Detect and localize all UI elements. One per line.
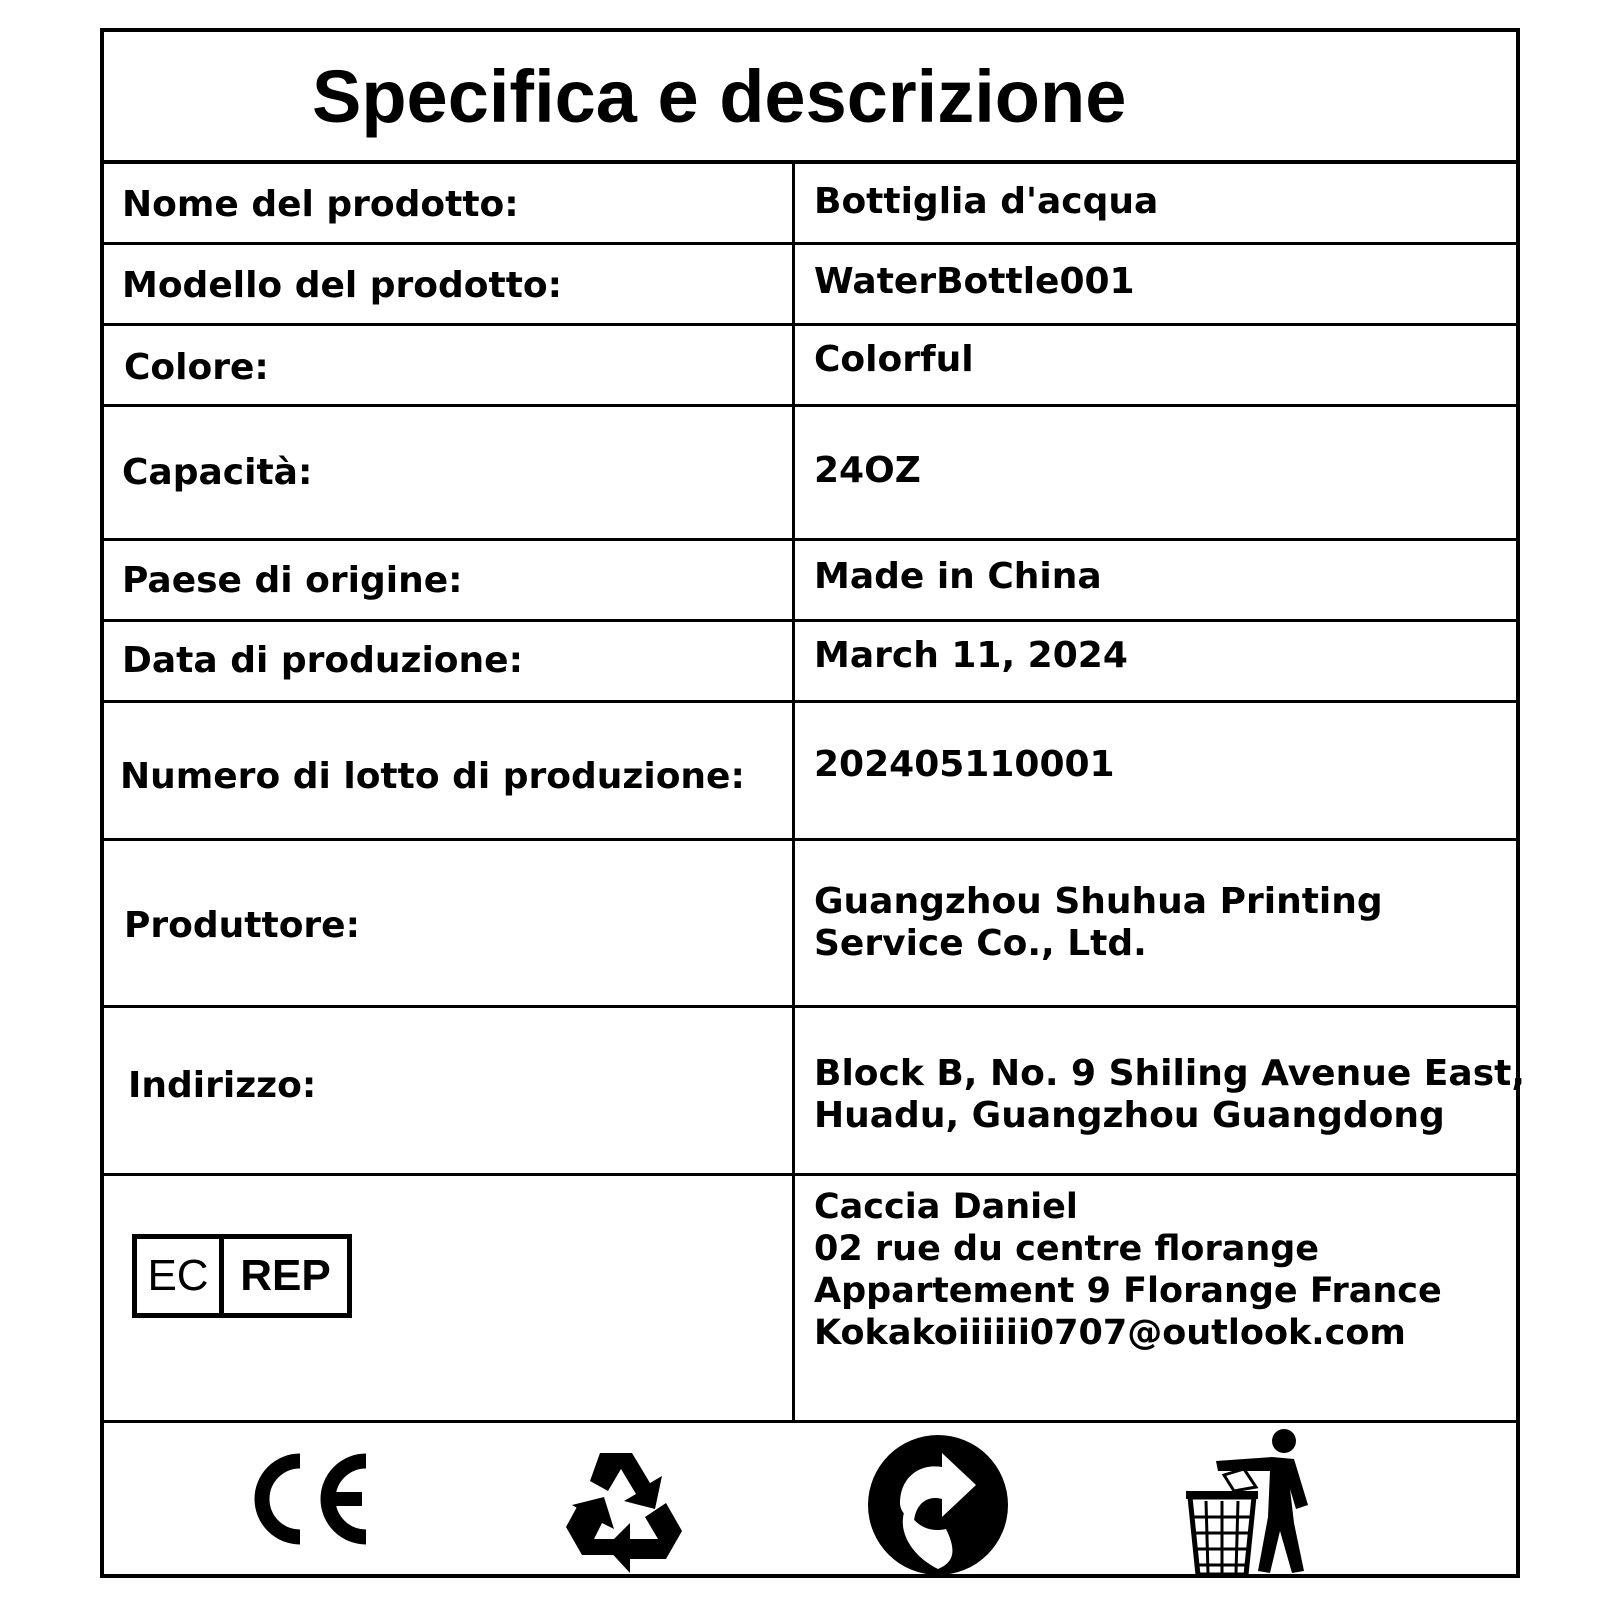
row-label: Nome del prodotto: <box>122 184 519 225</box>
table-row <box>104 407 1516 541</box>
table-row <box>104 841 1516 1008</box>
table-row <box>104 622 1516 703</box>
table-row <box>104 326 1516 407</box>
table-row <box>104 703 1516 841</box>
table-row <box>104 245 1516 326</box>
row-label: Produttore: <box>124 905 360 946</box>
value-line: Guangzhou Shuhua Printing <box>814 881 1383 922</box>
row-label: Indirizzo: <box>128 1065 317 1106</box>
page-title: Specifica e descrizione <box>312 55 1127 138</box>
ec-rep-details <box>814 1186 1442 1354</box>
ec-rep-address-line-2: Appartement 9 Florange France <box>814 1271 1442 1311</box>
row-value: Bottiglia d'acqua <box>814 181 1159 222</box>
row-value: 24OZ <box>814 450 921 491</box>
row-label: Modello del prodotto: <box>122 265 563 306</box>
row-label: Data di produzione: <box>122 640 523 681</box>
row-label: Paese di origine: <box>122 560 463 601</box>
ec-rep-row <box>104 1176 1516 1423</box>
rep-label: REP <box>240 1251 331 1300</box>
row-label: Capacità: <box>122 452 313 493</box>
value-line: Block B, No. 9 Shiling Avenue East, <box>814 1053 1525 1094</box>
row-value: WaterBottle001 <box>814 261 1135 302</box>
row-value <box>814 881 1383 965</box>
ec-rep-address-line-1: 02 rue du centre florange <box>814 1229 1320 1269</box>
table-row <box>104 541 1516 622</box>
recycle-icon <box>558 1443 698 1573</box>
row-value: Colorful <box>814 339 974 380</box>
ec-label: EC <box>137 1239 224 1313</box>
title-row <box>104 32 1516 164</box>
row-value: March 11, 2024 <box>814 635 1128 676</box>
ce-mark-icon <box>240 1449 380 1549</box>
ec-rep-symbol <box>132 1234 352 1318</box>
spec-sheet <box>100 28 1525 1578</box>
row-label: Numero di lotto di produzione: <box>120 756 745 797</box>
green-dot-icon <box>866 1433 1010 1577</box>
table-row <box>104 164 1516 245</box>
ec-rep-email: Kokakoiiiiii0707@outlook.com <box>814 1313 1406 1353</box>
value-line: Huadu, Guangzhou Guangdong <box>814 1095 1445 1136</box>
row-label: Colore: <box>124 347 269 388</box>
ec-rep-name: Caccia Daniel <box>814 1187 1078 1227</box>
tidyman-icon <box>1184 1427 1324 1577</box>
row-value: 202405110001 <box>814 744 1115 785</box>
row-value: Made in China <box>814 556 1102 597</box>
table-row <box>104 1008 1525 1176</box>
symbols-row <box>104 1423 1516 1574</box>
value-line: Service Co., Ltd. <box>814 923 1147 964</box>
row-value <box>814 1053 1525 1137</box>
